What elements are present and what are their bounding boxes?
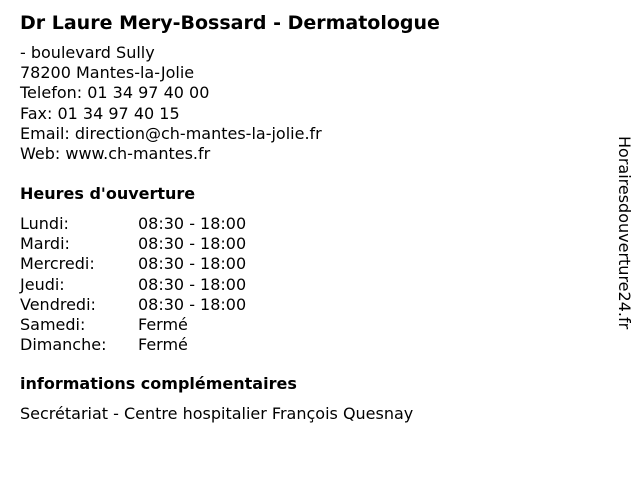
hours-row-sunday	[20, 335, 246, 355]
hours-row-friday	[20, 295, 246, 315]
phone-number: Telefon: 01 34 97 40 00	[20, 83, 210, 103]
website: Web: www.ch-mantes.fr	[20, 144, 211, 164]
additional-info-text: Secrétariat - Centre hospitalier François Quesnay	[20, 404, 414, 423]
hours-row-thursday	[20, 275, 246, 295]
day-label: Mardi:	[20, 234, 70, 254]
page-title: Dr Laure Mery-Bossard - Dermatologue	[20, 12, 440, 34]
day-label: Samedi:	[20, 315, 86, 335]
day-hours: Fermé	[138, 315, 188, 335]
street-address: - boulevard Sully	[20, 43, 155, 62]
day-hours: Fermé	[138, 335, 188, 355]
contact-block	[20, 43, 322, 164]
hours-row-saturday	[20, 315, 246, 335]
day-label: Jeudi:	[20, 274, 65, 294]
day-label: Vendredi:	[20, 294, 96, 314]
opening-hours-list	[20, 214, 246, 355]
hours-row-monday	[20, 214, 246, 234]
fax-number: Fax: 01 34 97 40 15	[20, 103, 180, 123]
day-label: Lundi:	[20, 214, 69, 233]
additional-info-heading: informations complémentaires	[20, 374, 297, 393]
email-address: Email: direction@ch-mantes-la-jolie.fr	[20, 123, 322, 143]
hours-row-tuesday	[20, 234, 246, 254]
hours-row-wednesday	[20, 254, 246, 274]
day-label: Mercredi:	[20, 254, 95, 274]
site-watermark: Horairesdouverture24.fr	[615, 136, 634, 330]
day-label: Dimanche:	[20, 335, 107, 355]
day-hours: 08:30 - 18:00	[138, 294, 247, 314]
day-hours: 08:30 - 18:00	[138, 274, 247, 294]
day-hours: 08:30 - 18:00	[138, 254, 247, 274]
day-hours: 08:30 - 18:00	[138, 234, 247, 254]
day-hours: 08:30 - 18:00	[138, 214, 247, 233]
opening-hours-heading: Heures d'ouverture	[20, 184, 196, 203]
city-address: 78200 Mantes-la-Jolie	[20, 63, 195, 83]
